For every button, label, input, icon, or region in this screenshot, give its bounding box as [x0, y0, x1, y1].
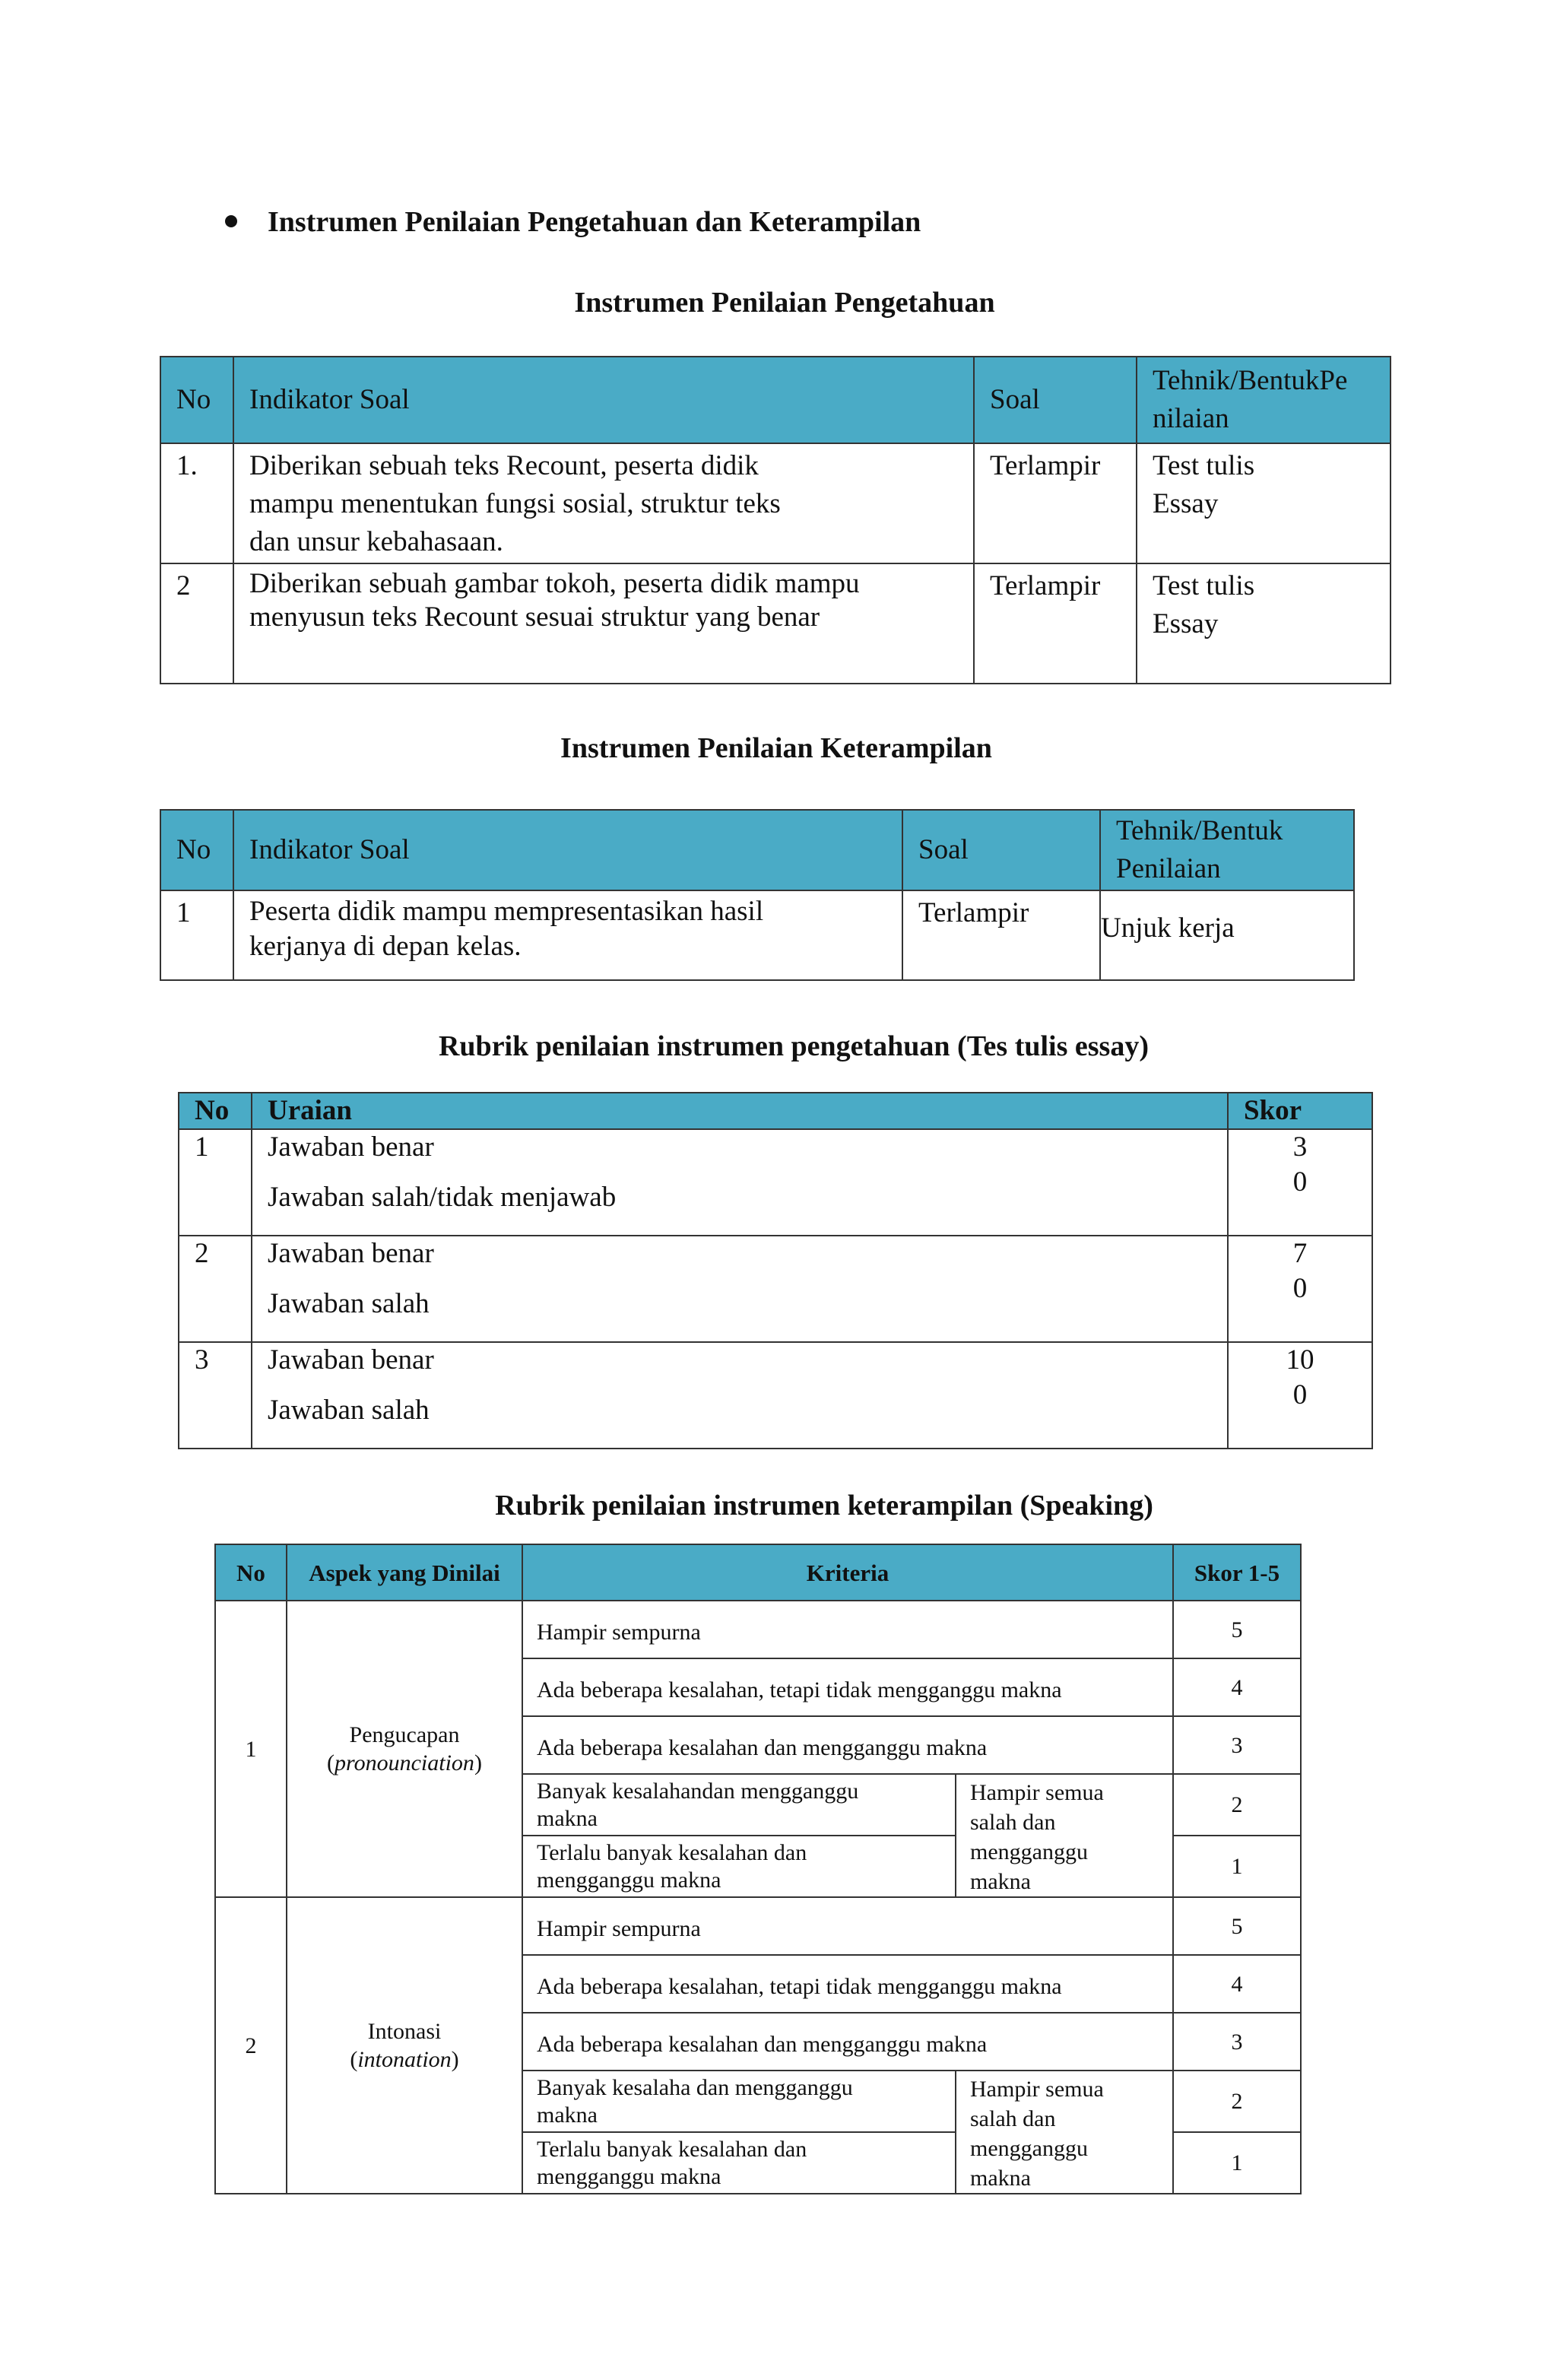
header-soal: Soal	[902, 810, 1100, 890]
table-row: 2 Intonasi (intonation) Hampir sempurna 5	[215, 1897, 1301, 1955]
table-row: 1 Peserta didik mampu mempresentasikan hasil kerjanya di depan kelas. Terlampir Unjuk kerja	[160, 890, 1354, 980]
header-uraian: Uraian	[252, 1093, 1228, 1129]
header-kriteria: Kriteria	[522, 1544, 1173, 1601]
rubrik-pengetahuan-table	[178, 1092, 1373, 1449]
table-row: Terlalu banyak kesalahan dan mengganggu makna 1	[215, 2132, 1301, 2194]
header-no: No	[160, 357, 233, 443]
table-row: 2 Diberikan sebuah gambar tokoh, peserta didik mampu menyusun teks Recount sesuai struktur yang benar Terlampir Test tulis Essay	[160, 563, 1391, 684]
table-row: Ada beberapa kesalahan, tetapi tidak mengganggu makna 4	[215, 1955, 1301, 2013]
table-row: 1 Jawaban benar Jawaban salah/tidak menjawab 3 0	[179, 1129, 1372, 1236]
header-indikator: Indikator Soal	[233, 357, 974, 443]
header-soal: Soal	[974, 357, 1137, 443]
aspect-cell: Pengucapan (pronounciation)	[287, 1601, 522, 1897]
table-header-row	[160, 357, 1391, 443]
table-row: 2 Jawaban benar Jawaban salah 7 0	[179, 1236, 1372, 1342]
table-row: 1. Diberikan sebuah teks Recount, peserta didik mampu menentukan fungsi sosial, struktur teks dan unsur kebahasaan. Terlampir Test tulis Essay	[160, 443, 1391, 563]
rubrik-keterampilan-table	[214, 1544, 1302, 2194]
pengetahuan-title: Instrumen Penilaian Pengetahuan	[574, 287, 995, 319]
pengetahuan-table	[160, 356, 1391, 684]
keterampilan-title: Instrumen Penilaian Keterampilan	[560, 732, 992, 764]
aspect-cell: Intonasi (intonation)	[287, 1897, 522, 2194]
table-row: Terlalu banyak kesalahan dan mengganggu makna 1	[215, 1836, 1301, 1897]
table-header-row	[160, 810, 1354, 890]
bullet-dot-icon	[225, 215, 237, 227]
header-indikator: Indikator Soal	[233, 810, 902, 890]
rubrik-pengetahuan-title: Rubrik penilaian instrumen pengetahuan (Tes tulis essay)	[438, 1030, 1149, 1062]
table-header-row	[215, 1544, 1301, 1601]
header-no: No	[160, 810, 233, 890]
header-teknik: Tehnik/BentukPe nilaian	[1137, 357, 1391, 443]
table-row: Ada beberapa kesalahan dan mengganggu makna 3	[215, 2013, 1301, 2071]
table-row: 1 Pengucapan (pronounciation) Hampir sempurna 5	[215, 1601, 1301, 1658]
header-no: No	[179, 1093, 252, 1129]
header-no: No	[215, 1544, 287, 1601]
keterampilan-table	[160, 809, 1355, 981]
header-teknik: Tehnik/Bentuk Penilaian	[1100, 810, 1354, 890]
header-aspek: Aspek yang Dinilai	[287, 1544, 522, 1601]
table-row: Banyak kesalahandan mengganggu makna Hampir semua salah dan mengganggu makna 2	[215, 1774, 1301, 1836]
table-row: Banyak kesalaha dan mengganggu makna Hampir semua salah dan mengganggu makna 2	[215, 2071, 1301, 2132]
table-row: Ada beberapa kesalahan dan mengganggu makna 3	[215, 1716, 1301, 1774]
table-row: 3 Jawaban benar Jawaban salah 10 0	[179, 1342, 1372, 1449]
rubrik-keterampilan-title: Rubrik penilaian instrumen keterampilan (Speaking)	[495, 1490, 1153, 1522]
table-header-row	[179, 1093, 1372, 1129]
header-skor: Skor 1-5	[1173, 1544, 1301, 1601]
header-skor: Skor	[1228, 1093, 1372, 1129]
table-row: Ada beberapa kesalahan, tetapi tidak mengganggu makna 4	[215, 1658, 1301, 1716]
section-bullet-heading: Instrumen Penilaian Pengetahuan dan Keterampilan	[225, 205, 921, 239]
